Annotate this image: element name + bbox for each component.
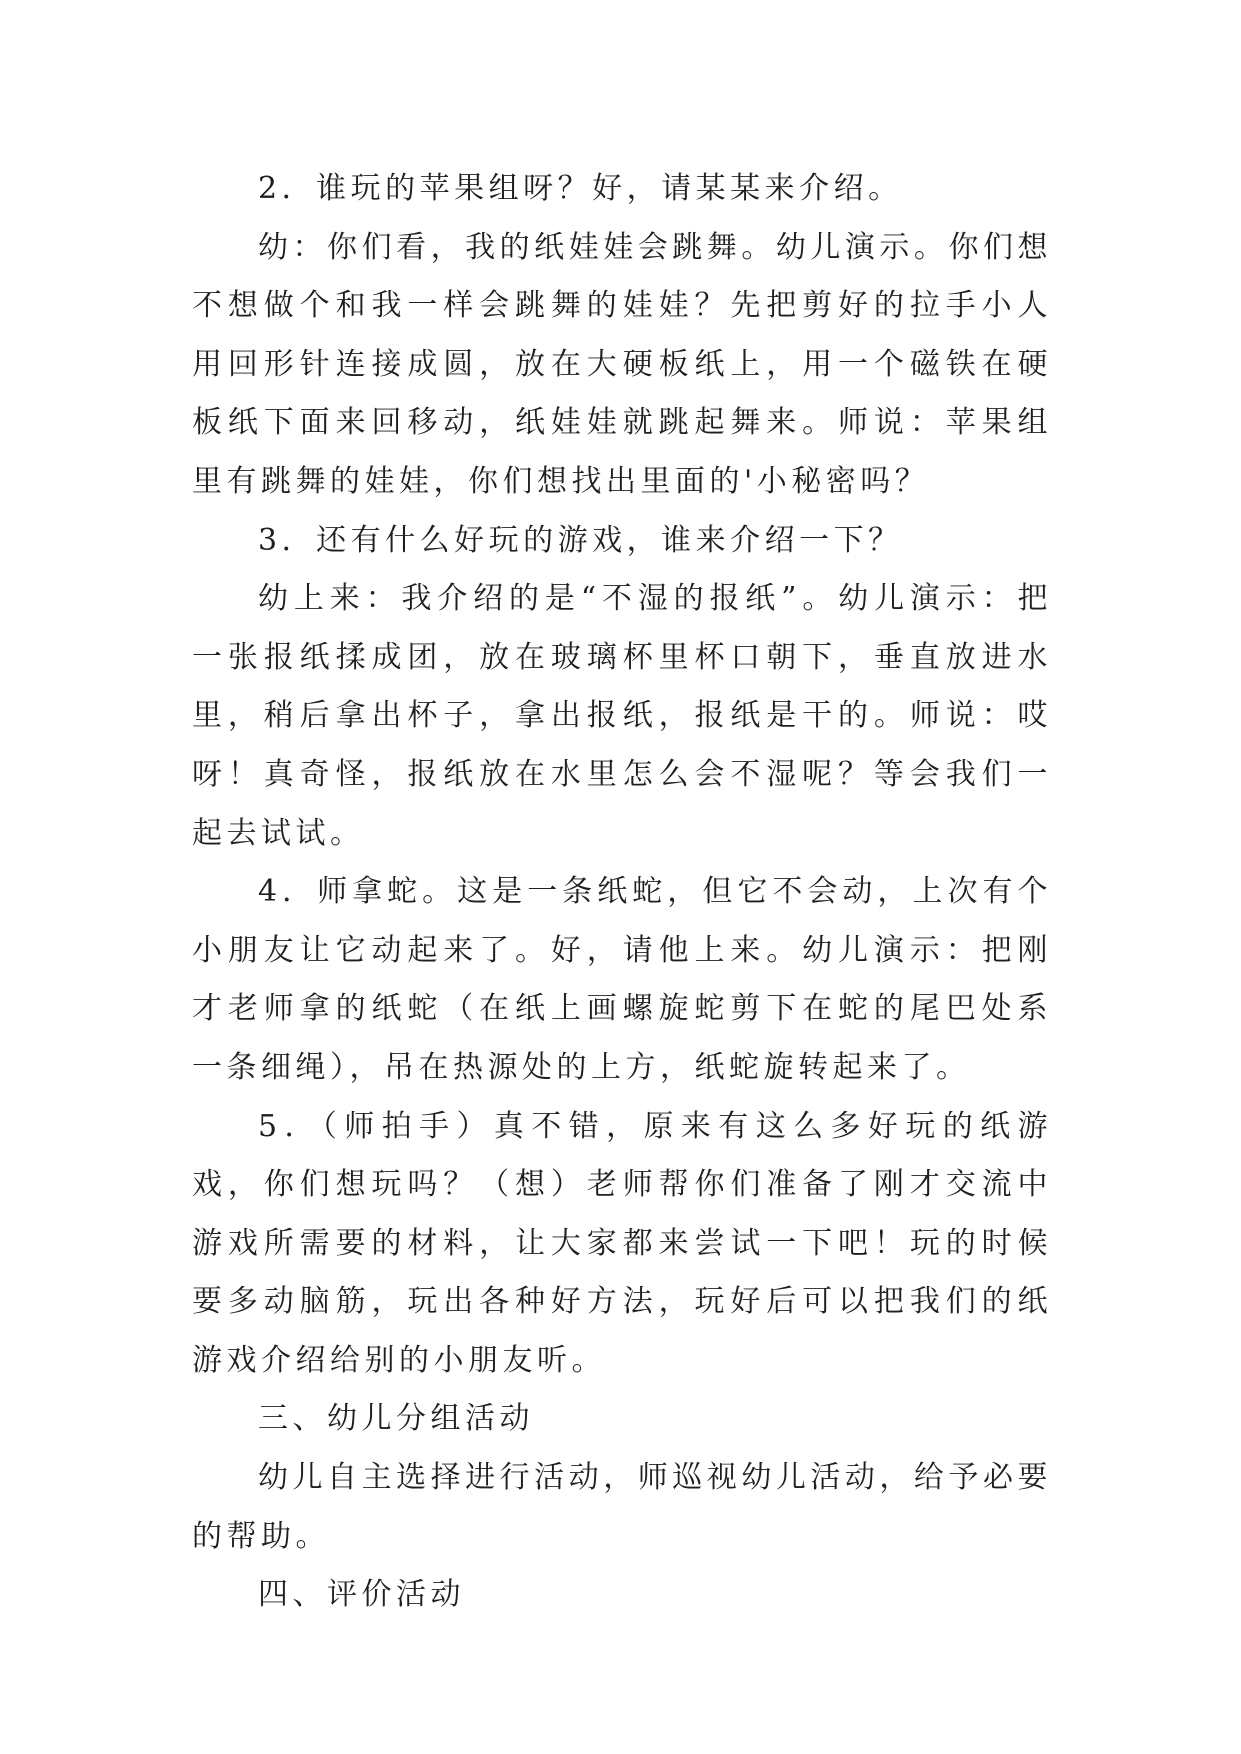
paragraph-item-3-intro: 3．还有什么好玩的游戏，谁来介绍一下？ [258, 522, 903, 558]
paragraph-paper-doll-dance: 幼：你们看，我的纸娃娃会跳舞。幼儿演示。你们想不想做个和我一样会跳舞的娃娃？先把剪好的拉手小人用回形针连接成圆，放在大硬板纸上，用一个磁铁在硬板纸下面来回移动，纸娃娃就跳起舞来。师说：苹果组里有跳舞的娃娃，你们想找出里面的'小秘密吗？ [192, 229, 1052, 499]
paragraph-item-5-materials: 5．（师拍手）真不错，原来有这么多好玩的纸游戏，你们想玩吗？（想）老师帮你们准备了刚才交流中游戏所需要的材料，让大家都来尝试一下吧！玩的时候要多动脑筋，玩出各种好方法，玩好后可以把我们的纸游戏介绍给别的小朋友听。 [192, 1108, 1052, 1378]
paragraph-dry-newspaper: 幼上来：我介绍的是“不湿的报纸”。幼儿演示：把一张报纸揉成团，放在玻璃杯里杯口朝下，垂直放进水里，稍后拿出杯子，拿出报纸，报纸是干的。师说：哎呀！真奇怪，报纸放在水里怎么会不湿呢？等会我们一起去试试。 [192, 581, 1052, 851]
paragraph-item-2-intro: 2．谁玩的苹果组呀？好，请某某来介绍。 [258, 171, 903, 206]
paragraph-item-4-paper-snake: 4．师拿蛇。这是一条纸蛇，但它不会动，上次有个小朋友让它动起来了。好，请他上来。幼儿演示：把刚才老师拿的纸蛇（在纸上画螺旋蛇剪下在蛇的尾巴处系一条细绳），吊在热源处的上方，纸蛇旋转起来了。 [192, 874, 1052, 1085]
document-body [192, 160, 1052, 1625]
section-heading-group-activity: 三、幼儿分组活动 [258, 1401, 534, 1437]
paragraph-group-activity: 幼儿自主选择进行活动，师巡视幼儿活动，给予必要的帮助。 [192, 1460, 1052, 1554]
section-heading-evaluation: 四、评价活动 [258, 1577, 465, 1613]
